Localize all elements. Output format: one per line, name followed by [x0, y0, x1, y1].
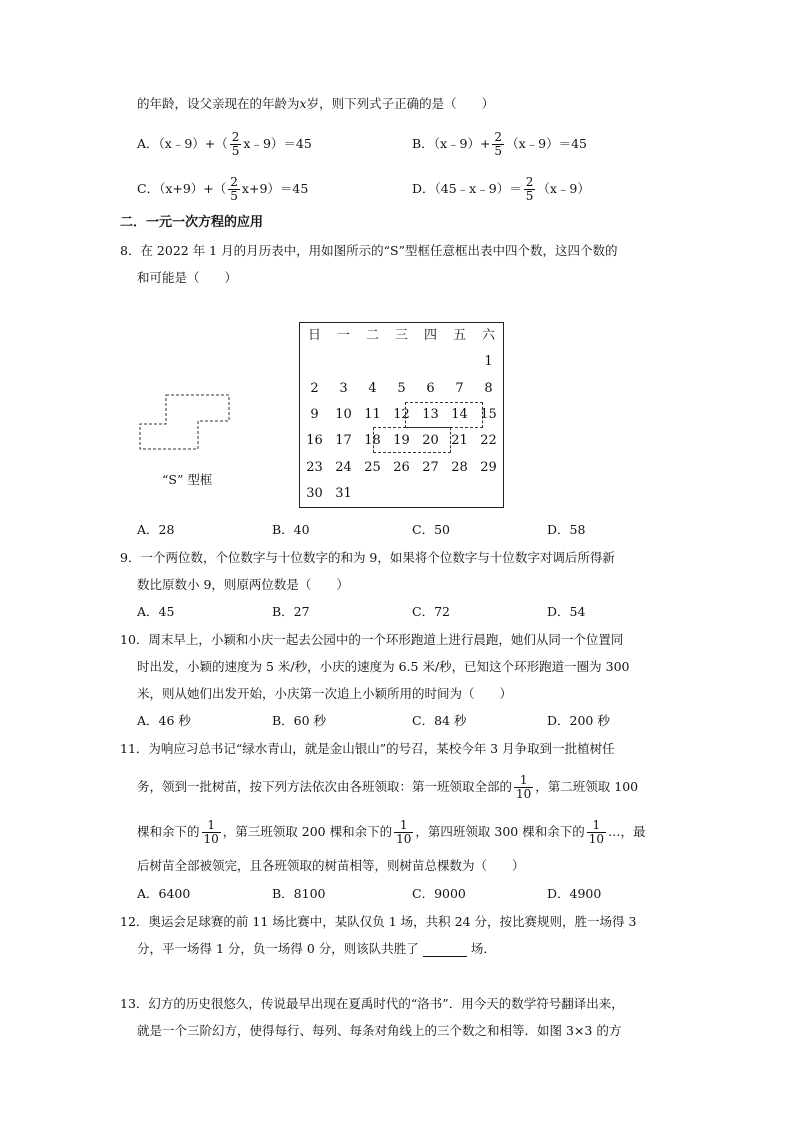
- frac-num: 1: [394, 819, 413, 833]
- fraction: [230, 131, 242, 158]
- calendar-header-cell: 三: [394, 328, 408, 343]
- calendar-day-cell: 28: [451, 459, 468, 475]
- calendar-header-cell: 二: [365, 328, 379, 343]
- calendar-day-cell: 24: [335, 459, 352, 475]
- calendar-day-cell: 12: [393, 406, 410, 422]
- q9-line2: 数比原数小 9，则原两位数是（ ）: [137, 577, 349, 592]
- section-heading: 二．一元一次方程的应用: [120, 215, 264, 230]
- q12-line1: 12．奥运会足球赛的前 11 场比赛中，某队仅负 1 场，共积 24 分，按比赛规则，胜一场得 3: [120, 914, 637, 929]
- s-frame-figure: [136, 393, 234, 455]
- q13-line1: 13．幻方的历史很悠久，传说最早出现在夏禹时代的“洛书”．用今天的数学符号翻译出来，: [120, 996, 624, 1011]
- q10-line3: 米，则从她们出发开始，小庆第一次追上小颖所用的时间为（ ）: [137, 686, 513, 701]
- q7-option-d[interactable]: [412, 176, 590, 203]
- option-text: （x﹣9）+（: [158, 136, 228, 151]
- calendar-day-cell: 30: [306, 485, 323, 501]
- calendar-table: [299, 322, 504, 508]
- calendar-header-cell: 一: [336, 328, 350, 343]
- calendar-s-frame-bottom: [373, 427, 451, 453]
- option-label: D．: [412, 181, 435, 196]
- q11-text: …，最: [607, 824, 646, 839]
- calendar-day-cell: 2: [310, 380, 319, 396]
- fraction: [228, 176, 240, 203]
- q11-line3: [137, 819, 646, 846]
- fraction: [394, 819, 413, 846]
- calendar-day-cell: 1: [484, 354, 493, 370]
- option-text: （x﹣9）＝45: [506, 136, 587, 151]
- q10-line2: 时出发，小颖的速度为 5 米/秒，小庆的速度为 6.5 米/秒，已知这个环形跑道一圈为 300: [137, 659, 630, 674]
- option-text: x+9）＝45: [241, 181, 309, 196]
- calendar-day-cell: 9: [310, 406, 319, 422]
- calendar-day-cell: 23: [306, 459, 323, 475]
- frac-den: 5: [494, 144, 503, 158]
- calendar-day-cell: 20: [422, 433, 439, 449]
- answer-blank[interactable]: [423, 943, 467, 957]
- fraction: [492, 131, 504, 158]
- frac-den: 5: [525, 189, 534, 203]
- q13-line2: 就是一个三阶幻方，使得每行、每列、每条对角线上的三个数之和相等．如图 3×3 的方: [137, 1023, 622, 1038]
- fraction: [514, 774, 533, 801]
- calendar-day-cell: 26: [393, 459, 410, 475]
- calendar-day-cell: 8: [484, 380, 493, 396]
- q12-text: 场．: [470, 941, 496, 956]
- frac-num: 2: [230, 175, 238, 189]
- frac-den: 10: [516, 787, 532, 801]
- calendar-header-cell: 五: [452, 328, 466, 343]
- calendar-header-cell: 四: [423, 328, 437, 343]
- fraction: [587, 819, 606, 846]
- q11-line1: 11．为响应习总书记“绿水青山，就是金山银山”的号召，某校今年 3 月争取到一批植树任: [120, 741, 615, 756]
- frac-num: 2: [494, 130, 503, 144]
- q11-option-c[interactable]: C．9000: [412, 886, 466, 901]
- q10-option-b[interactable]: B．60 秒: [272, 713, 327, 728]
- frac-den: 5: [230, 189, 238, 203]
- q8-option-c[interactable]: C．50: [412, 522, 450, 537]
- q9-option-b[interactable]: B．27: [272, 604, 310, 619]
- q10-option-c[interactable]: C．84 秒: [412, 713, 467, 728]
- calendar-day-cell: 21: [451, 433, 468, 449]
- q7-option-b[interactable]: [412, 131, 587, 158]
- q11-text: ，第三班领取 200 棵和余下的: [222, 824, 393, 839]
- q10-option-a[interactable]: A．46 秒: [137, 713, 191, 728]
- q11-text: 务，领到一批树苗，按下列方法依次由各班领取：第一班领取全部的: [137, 779, 513, 794]
- q12-line2: [137, 941, 496, 957]
- frac-num: 2: [231, 130, 240, 144]
- frac-den: 10: [588, 832, 604, 846]
- frac-num: 1: [202, 819, 221, 833]
- calendar-day-cell: 18: [364, 433, 381, 449]
- calendar-day-cell: 16: [306, 433, 323, 449]
- frac-den: 10: [396, 832, 412, 846]
- calendar-day-cell: 14: [451, 406, 468, 422]
- q8-line2: 和可能是（ ）: [137, 270, 238, 285]
- q11-line4: 后树苗全部被领完，且各班领取的树苗相等，则树苗总棵数为（ ）: [137, 858, 525, 873]
- q11-option-b[interactable]: B．8100: [272, 886, 326, 901]
- option-label: B．: [412, 136, 434, 151]
- fraction: [524, 176, 536, 203]
- q11-option-d[interactable]: D．4900: [547, 886, 602, 901]
- calendar-day-cell: 3: [339, 380, 348, 396]
- calendar-day-cell: 4: [368, 380, 377, 396]
- option-text: （45﹣x﹣9）＝: [434, 181, 522, 196]
- option-label: A．: [137, 136, 159, 151]
- q9-option-a[interactable]: A．45: [137, 604, 175, 619]
- q11-text: 棵和余下的: [137, 824, 200, 839]
- calendar-day-cell: 5: [397, 380, 406, 396]
- calendar-day-cell: 22: [480, 433, 497, 449]
- option-text: （x﹣9）+: [433, 136, 491, 151]
- q8-option-d[interactable]: D．58: [547, 522, 586, 537]
- q10-line1: 10．周末早上，小颖和小庆一起去公园中的一个环形跑道上进行晨跑，她们从同一个位置同: [120, 632, 624, 647]
- calendar-day-cell: 19: [393, 433, 410, 449]
- q9-option-d[interactable]: D．54: [547, 604, 586, 619]
- q7-option-c[interactable]: [137, 176, 308, 203]
- q8-line1: 8．在 2022 年 1 月的月历表中，用如图所示的“S”型框任意框出表中四个数，这四个数的: [120, 243, 618, 258]
- s-frame-caption: “S” 型框: [162, 472, 213, 487]
- option-text: （x﹣9）: [537, 181, 590, 196]
- q10-option-d[interactable]: D．200 秒: [547, 713, 610, 728]
- q11-line2: [137, 774, 638, 801]
- calendar-day-cell: 25: [364, 459, 381, 475]
- calendar-day-cell: 17: [335, 433, 352, 449]
- q8-option-b[interactable]: B．40: [272, 522, 310, 537]
- frac-num: 1: [514, 774, 533, 788]
- q9-option-c[interactable]: C．72: [412, 604, 450, 619]
- option-text: （x+9）+（: [159, 181, 227, 196]
- q11-option-a[interactable]: A．6400: [137, 886, 191, 901]
- q7-stem-text2: 岁，则下列式子正确的是（ ）: [306, 96, 495, 111]
- frac-num: 1: [587, 819, 606, 833]
- frac-num: 2: [525, 175, 534, 189]
- calendar-day-cell: 11: [364, 406, 381, 422]
- q7-stem-text: 的年龄，设父亲现在的年龄为: [137, 96, 300, 111]
- q7-stem: [137, 96, 494, 112]
- frac-den: 10: [203, 832, 219, 846]
- calendar-day-cell: 10: [335, 406, 352, 422]
- calendar-day-cell: 31: [335, 485, 352, 501]
- q7-option-a[interactable]: [137, 131, 312, 158]
- calendar-day-cell: 13: [422, 406, 439, 422]
- calendar-s-frame-top: [405, 402, 483, 428]
- q11-text: ，第四班领取 300 棵和余下的: [415, 824, 585, 839]
- calendar-day-cell: 27: [422, 459, 439, 475]
- fraction: [202, 819, 221, 846]
- frac-den: 5: [231, 144, 240, 158]
- q9-line1: 9．一个两位数，个位数字与十位数字的和为 9，如果将个位数字与十位数字对调后所得新: [120, 550, 615, 565]
- q11-text: ，第二班领取 100: [535, 779, 639, 794]
- calendar-day-cell: 7: [455, 380, 464, 396]
- q7-var: x: [299, 96, 307, 111]
- calendar-day-cell: 6: [426, 380, 435, 396]
- q12-text: 分，平一场得 1 分，负一场得 0 分，则该队共胜了: [137, 941, 419, 956]
- calendar-header-cell: 日: [307, 328, 321, 343]
- calendar-header-cell: 六: [481, 328, 495, 343]
- option-text: x﹣9）＝45: [243, 136, 312, 151]
- option-label: C．: [137, 181, 160, 196]
- calendar-day-cell: 15: [480, 406, 497, 422]
- q8-option-a[interactable]: A．28: [137, 522, 175, 537]
- calendar-day-cell: 29: [480, 459, 497, 475]
